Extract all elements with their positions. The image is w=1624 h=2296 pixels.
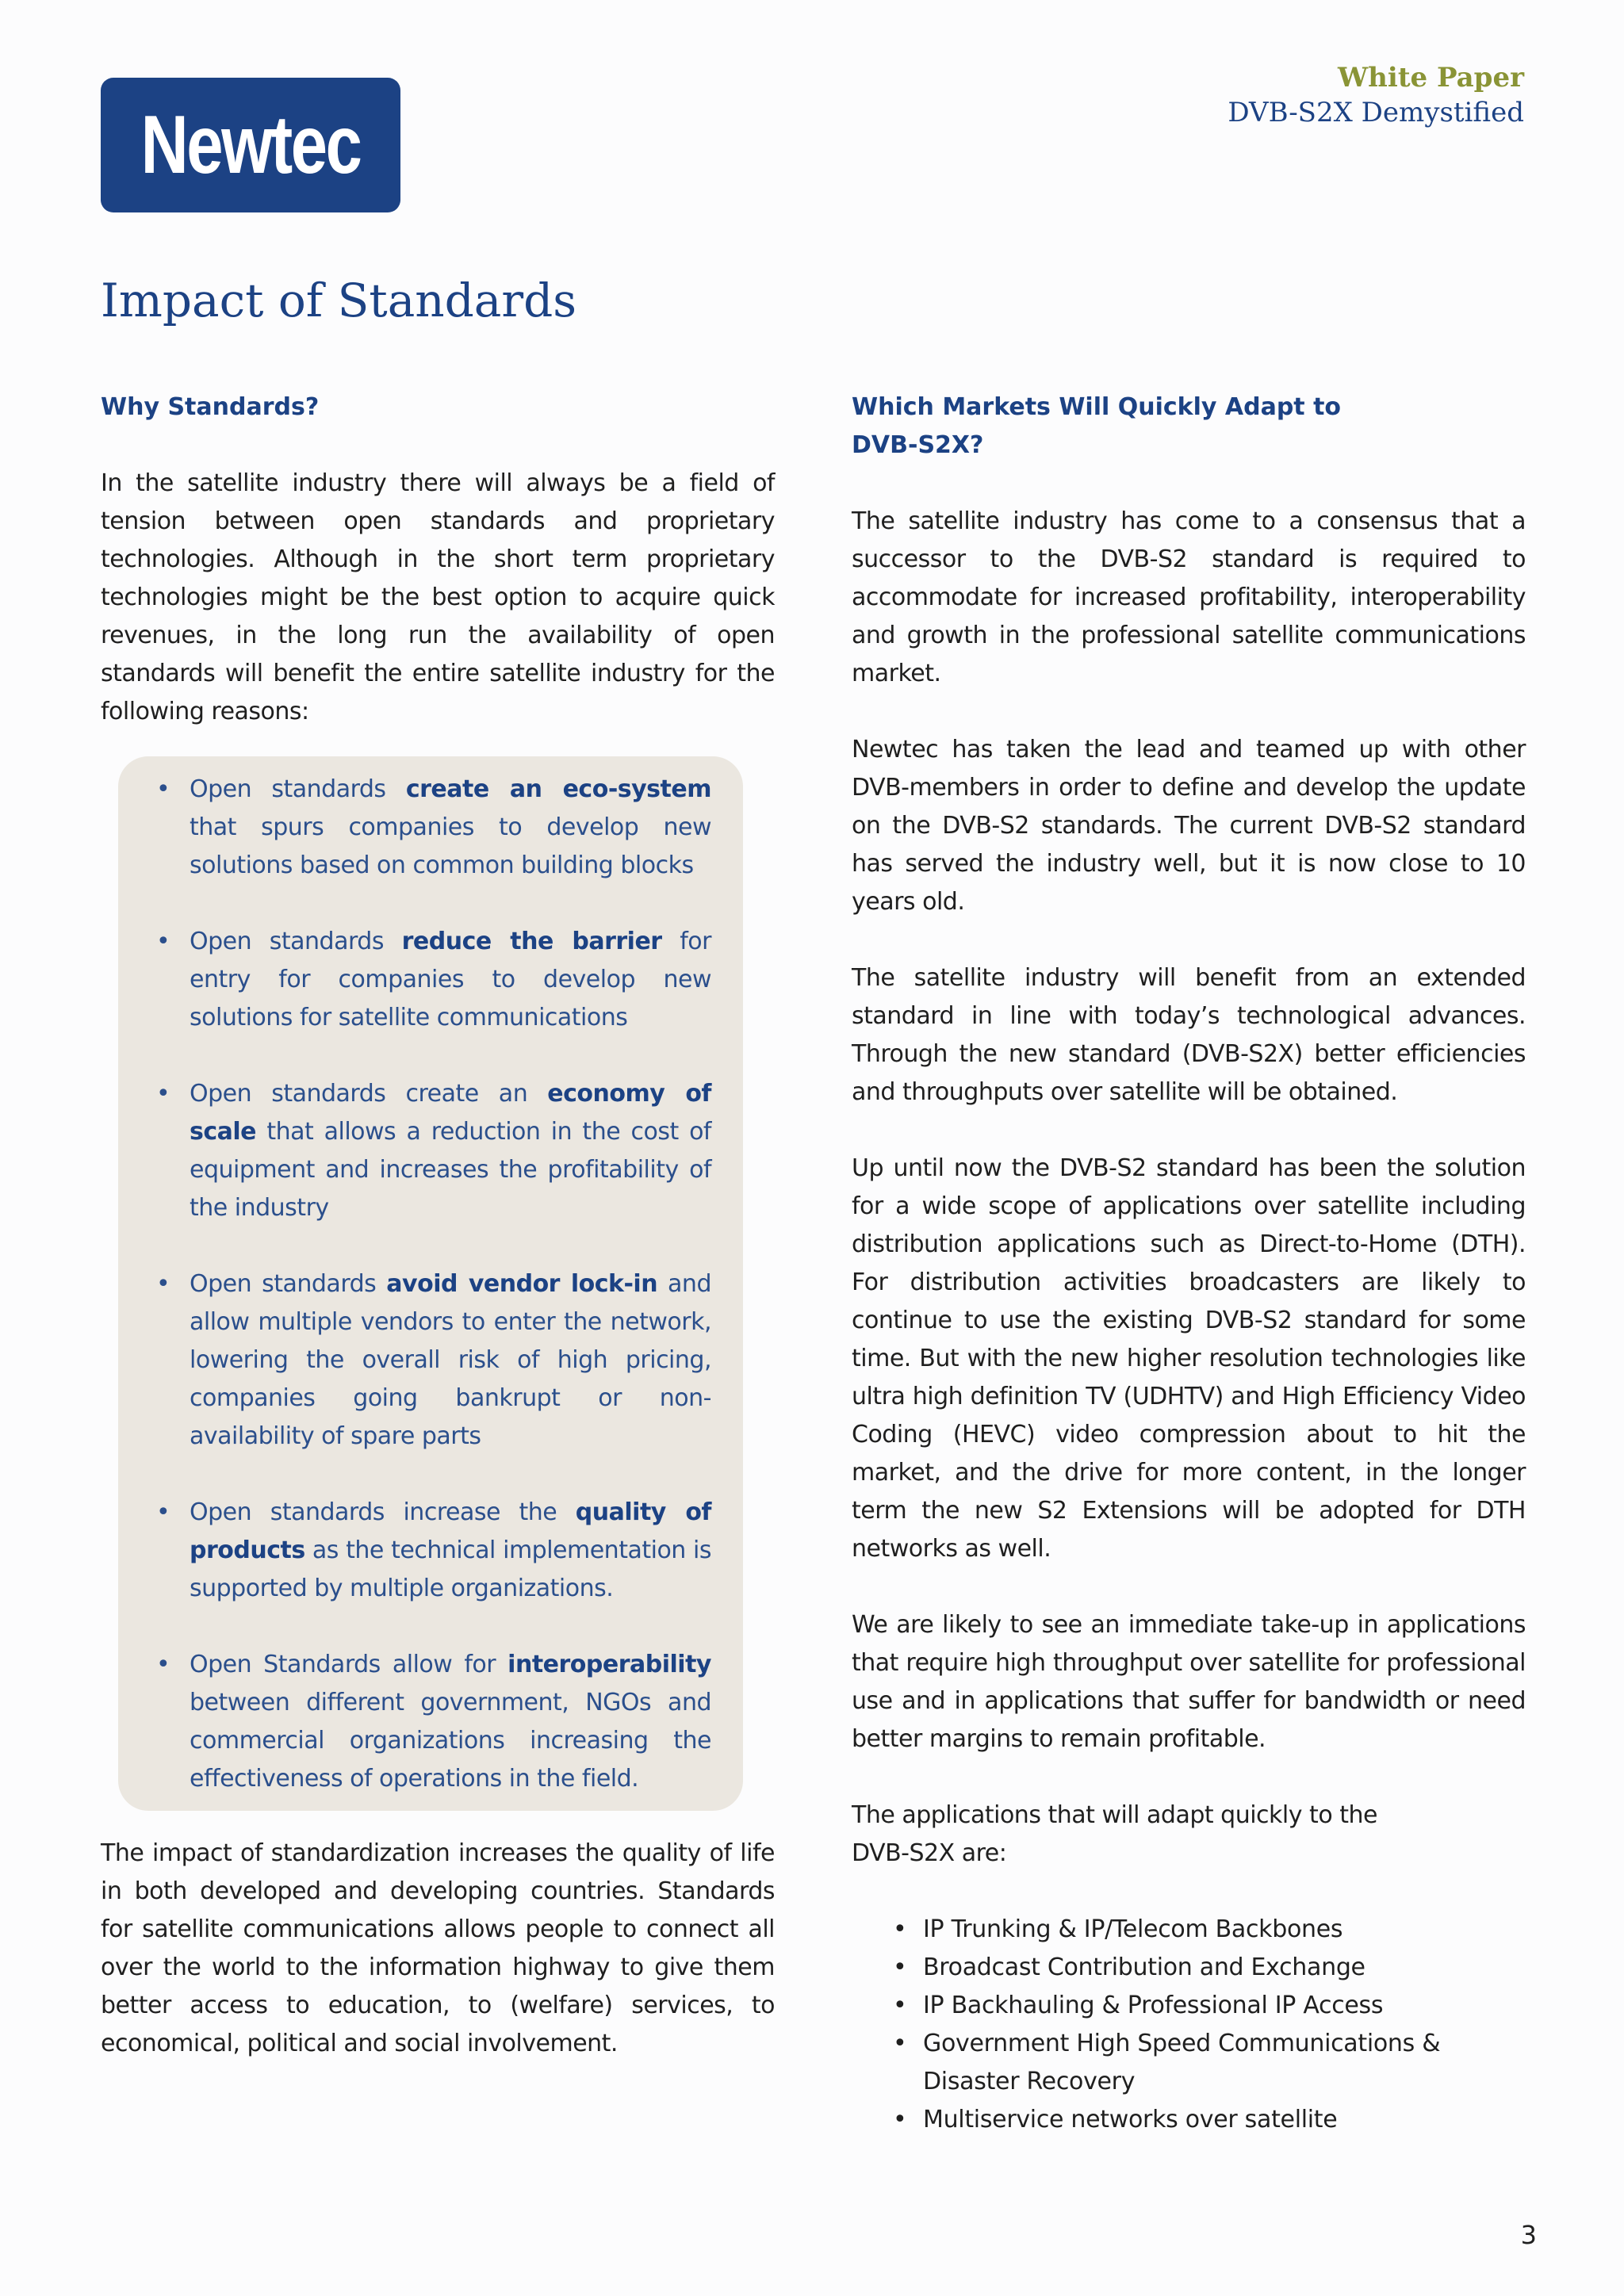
list-item: • IP Trunking & IP/Telecom Backbones	[852, 1911, 1526, 1949]
benefit-item: • Open standards create an eco-system that spurs companies to develop new solutions based on common building blocks	[150, 771, 711, 885]
markets-heading-line2: DVB-S2X?	[852, 431, 984, 459]
benefit-emphasis: interoperability	[508, 1651, 711, 1678]
paragraph: The satellite industry will benefit from an extended standard in line with today’s technological advances. Through the new standard (DVB-S2X) better efficiencies and throughputs over satellite will be obtained.	[852, 964, 1526, 1106]
logo-text: Newtec	[140, 98, 361, 191]
bullet-icon: •	[156, 1498, 170, 1526]
benefit-emphasis: quality of products	[190, 1498, 711, 1564]
list-item: • Government High Speed Communications & Disaster Recovery	[852, 2025, 1526, 2101]
benefits-box	[118, 756, 743, 1811]
markets-heading	[852, 388, 1526, 465]
applications-list	[852, 1911, 1526, 2139]
bullet-icon: •	[893, 1992, 907, 2019]
paragraph: The satellite industry has come to a consensus that a successor to the DVB-S2 standard is required to accommodate for increased profitability, interoperability and growth in the professional satellite communications market.	[852, 507, 1526, 687]
benefit-emphasis: economy of scale	[190, 1080, 711, 1146]
why-standards-heading: Why Standards?	[101, 393, 320, 421]
bullet-icon: •	[893, 2106, 907, 2133]
doc-title-label: DVB-S2X Demystified	[1228, 97, 1524, 128]
bullet-icon: •	[156, 1651, 170, 1678]
list-item: • Multiservice networks over satellite	[852, 2101, 1526, 2139]
paragraph: Up until now the DVB-S2 standard has been the solution for a wide scope of applications over satellite including distribution applications such as Direct-to-Home (DTH). For distribution activities broadcasters are likely to continue to use the existing DVB-S2 standard for some time. But with the new higher resolution technologies like ultra high definition TV (UDHTV) and High Efficiency Video Coding (HEVC) video compression about to hit the market, and the drive for more content, in the longer term the new S2 Extensions will be adopted for DTH networks as well.	[852, 1154, 1526, 1563]
benefit-emphasis: reduce the barrier	[401, 928, 662, 955]
list-item: • Broadcast Contribution and Exchange	[852, 1949, 1526, 1987]
bullet-icon: •	[893, 1954, 907, 1981]
benefit-item: • Open Standards allow for interoperability between different government, NGOs and commercial organizations increasing the effectiveness of operations in the field.	[150, 1646, 711, 1798]
paragraph: Newtec has taken the lead and teamed up with other DVB-members in order to define and develop the update on the DVB-S2 standards. The current DVB-S2 standard has served the industry well, but it is now close to 10 years old.	[852, 736, 1526, 916]
intro-paragraph: In the satellite industry there will always be a field of tension between open standards and proprietary technologies. Although in the short term proprietary technologies might be the best option to acquire quick revenues, in the long run the availability of open standards will benefit the entire satellite industry for the following reasons:	[101, 469, 775, 725]
left-column	[101, 388, 775, 2063]
benefits-list	[150, 771, 711, 1798]
right-column	[852, 388, 1526, 2139]
bullet-icon: •	[893, 1915, 907, 1943]
benefit-emphasis: create an eco-system	[405, 775, 711, 803]
paragraph: We are likely to see an immediate take-up in applications that require high throughput over satellite for professional use and in applications that suffer for bandwidth or need better margins to remain profitable.	[852, 1611, 1526, 1753]
closing-paragraph: The impact of standardization increases the quality of life in both developed and developing countries. Standards for satellite communications allows people to connect all over the world to the information highway to give them better access to education, to (welfare) services, to economical, political and social involvement.	[101, 1839, 775, 2057]
apps-intro: The applications that will adapt quickly to the DVB-S2X are:	[852, 1801, 1377, 1867]
benefit-item: • Open standards increase the quality of products as the technical implementation is supported by multiple organizations.	[150, 1494, 711, 1608]
bullet-icon: •	[156, 1270, 170, 1298]
bullet-icon: •	[156, 1080, 170, 1108]
doc-type-label: White Paper	[1338, 62, 1524, 94]
bullet-icon: •	[156, 928, 170, 955]
bullet-icon: •	[893, 2030, 907, 2057]
bullet-icon: •	[156, 775, 170, 803]
benefit-item: • Open standards create an economy of scale that allows a reduction in the cost of equipment and increases the profitability of the industry	[150, 1075, 711, 1227]
list-item: • IP Backhauling & Professional IP Access	[852, 1987, 1526, 2025]
benefit-item: • Open standards avoid vendor lock-in and allow multiple vendors to enter the network, lowering the overall risk of high pricing, companies going bankrupt or non-availability of spare parts	[150, 1265, 711, 1456]
markets-heading-line1: Which Markets Will Quickly Adapt to	[852, 393, 1342, 421]
page-number: 3	[1520, 2220, 1537, 2250]
benefit-emphasis: avoid vendor lock-in	[386, 1270, 658, 1298]
page-title: Impact of Standards	[101, 274, 576, 327]
benefit-item: • Open standards reduce the barrier for entry for companies to develop new solutions for satellite communications	[150, 923, 711, 1037]
newtec-logo	[101, 78, 400, 212]
